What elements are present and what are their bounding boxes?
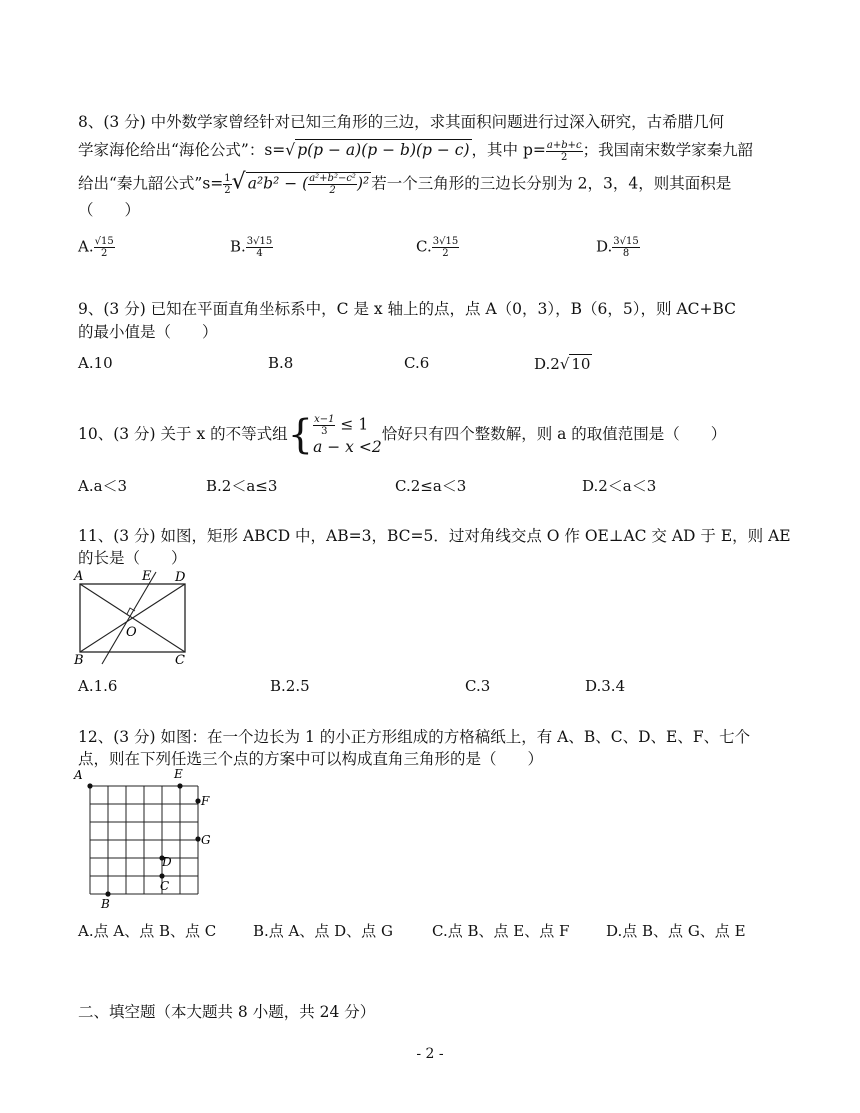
label-f: F [201,794,210,808]
label-g: G [201,833,211,847]
q9-option-c[interactable]: C.6 [404,354,430,372]
inequality-system [313,414,382,457]
q12-option-d[interactable]: D.点 B、点 G、点 E [606,922,746,940]
qin-radical-sign: √ [231,169,246,195]
grid-lines [90,786,198,894]
q8-question-text: 若一个三角形的三边长分别为 2，3，4，则其面积是 [371,174,732,193]
q9-line2: 的最小值是（ ） [78,323,218,341]
label-c: C [160,879,170,893]
system-brace: { [287,412,314,458]
qin-coefficient [223,173,231,196]
qin-coef-num: 1 [224,173,231,184]
label-b: B [74,653,84,668]
heron-radical-sign: √ [285,141,296,159]
q8-qin-formula-label: 给出“秦九韶公式”s= [78,174,224,193]
q8-where-p: ，其中 p= [471,141,546,159]
option-fraction [94,236,115,259]
q9-option-b[interactable]: B.8 [268,354,294,372]
qin-radicand [246,172,372,196]
inequality-2: a − x <2 [313,437,382,456]
label-d: D [162,855,172,869]
heron-radicand: p(p − a)(p − b)(p − c) [297,141,470,159]
point-e [177,783,182,788]
option-label: B. [230,237,246,256]
q10-line [78,406,726,462]
q9-option-a[interactable]: A.10 [78,354,113,372]
label-o: O [126,625,137,640]
label-a: A [74,768,83,782]
option-den: 4 [256,248,263,259]
point-c [159,873,164,878]
qin-inner-den: 2 [329,185,336,196]
qin-inner-num: a²+b²−c² [309,173,356,184]
q12-line1: 12、(3 分) 如图：在一个边长为 1 的小正方形组成的方格稿纸上，有 A、B、C、D、E、F、七个 [78,728,751,746]
option-num: 3√15 [246,236,273,247]
point-b [105,891,110,896]
inequality-1 [313,414,382,437]
q11-option-c[interactable]: C.3 [465,677,491,695]
q8-heron-intro: 学家海伦给出“海伦公式”：s= [78,141,286,159]
line-oe [102,572,156,664]
q8-line2 [78,139,753,163]
option-label: D. [596,237,613,256]
option-num: 3√15 [432,236,459,247]
q8-option-b[interactable] [230,236,273,259]
option-den: 2 [100,248,108,259]
q8-option-a[interactable] [78,236,115,259]
p-denominator: 2 [561,151,568,163]
q8-option-d[interactable] [596,236,640,259]
option-num: √15 [94,236,114,247]
ineq1-den: 3 [321,425,328,437]
page-number: - 2 - [416,1046,444,1062]
q8-qin-intro: ；我国南宋数学家秦九韶 [582,141,754,159]
q11-line1: 11、(3 分) 如图，矩形 ABCD 中，AB=3，BC=5．过对角线交点 O 作 OE⊥AC 交 AD 于 E，则 AE [78,527,791,545]
ineq1-num: x−1 [314,413,335,425]
q11-option-b[interactable]: B.2.5 [270,677,310,695]
q10-suffix: 恰好只有四个整数解，则 a 的取值范围是（ ） [381,425,727,443]
p-numerator: a+b+c [546,139,582,151]
q9-d-radical: √ [559,355,570,373]
q12-option-b[interactable]: B.点 A、点 D、点 G [253,922,393,940]
qin-coef-den: 2 [224,185,231,196]
option-label: C. [416,237,432,256]
q9-option-d[interactable] [534,354,592,373]
q12-option-a[interactable]: A.点 A、点 B、点 C [78,922,217,940]
point-a [87,783,92,788]
label-d: D [175,570,186,585]
qin-inner-fraction [308,173,357,196]
q10-option-b[interactable]: B.2＜a≤3 [206,477,278,495]
option-fraction [246,236,273,259]
ineq1-fraction [313,414,335,437]
label-e: E [142,569,152,584]
q12-line2: 点，则在下列任选三个点的方案中可以构成直角三角形的是（ ） [78,750,544,768]
q11-option-a[interactable]: A.1.6 [78,677,118,695]
point-g [195,836,200,841]
q11-line2: 的长是（ ） [78,549,187,567]
q11-option-d[interactable]: D.3.4 [585,677,626,695]
label-a: A [74,569,84,584]
option-label: A. [78,237,94,256]
option-num: 3√15 [613,236,639,247]
label-c: C [175,653,185,668]
q8-option-c[interactable] [416,236,459,259]
rectangle-figure [72,566,202,670]
section-heading: 二、填空题（本大题共 8 小题，共 24 分） [78,1003,376,1021]
q9-d-radicand: 10 [571,355,591,373]
ineq1-rest: ≤ 1 [335,415,369,433]
q10-option-c[interactable]: C.2≤a＜3 [395,477,467,495]
q8-line1: 8、(3 分) 中外数学家曾经针对已知三角形的三边，求其面积问题进行过深入研究，古希腊几何 [78,113,725,131]
q10-option-d[interactable]: D.2＜a＜3 [582,477,657,495]
point-f [195,798,200,803]
q10-option-a[interactable]: A.a＜3 [78,477,128,495]
option-fraction [432,236,459,259]
option-den: 8 [622,248,630,259]
q8-line3 [78,169,732,196]
qin-radicand-b: )² [356,174,370,193]
q8-line4: （ ） [78,201,141,219]
q12-option-c[interactable]: C.点 B、点 E、点 F [432,922,570,940]
qin-radicand-a: a²b² − ( [247,174,309,193]
p-fraction [546,140,583,163]
grid-figure [72,764,222,910]
q9-line1: 9、(3 分) 已知在平面直角坐标系中，C 是 x 轴上的点，点 A（0，3），B（6，5），则 AC+BC [78,300,737,318]
q10-prefix: 10、(3 分) 关于 x 的不等式组 [78,425,288,443]
label-e: E [174,767,183,781]
option-fraction [612,236,639,259]
q9-d-prefix: D.2 [534,355,560,373]
option-den: 2 [442,248,449,259]
label-b: B [101,897,110,910]
